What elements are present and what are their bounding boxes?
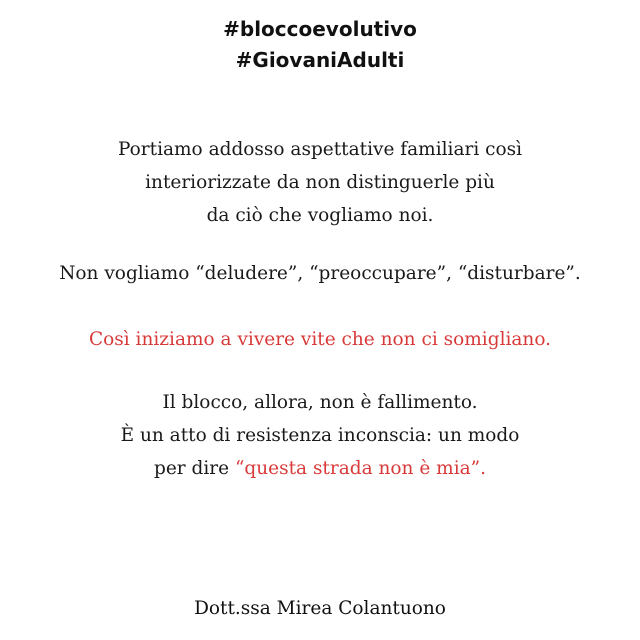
paragraph-line: È un atto di resistenza inconscia: un modo [120, 425, 520, 446]
hashtag-bloccoevolutivo[interactable]: #bloccoevolutivo [223, 17, 417, 41]
hashtag-giovaniadulti[interactable]: #GiovaniAdulti [235, 48, 405, 72]
paragraph-line: interiorizzate da non distinguerle più [145, 172, 495, 193]
highlight-statement [0, 323, 640, 356]
paragraph-line: da ciò che vogliamo noi. [206, 205, 434, 226]
paragraph-line [0, 452, 640, 485]
highlight-line: Così iniziamo a vivere vite che non ci somigliano. [88, 329, 552, 350]
hashtag-block [0, 14, 640, 76]
paragraph-expectations [0, 133, 640, 232]
paragraph-line: Non vogliamo “deludere”, “preoccupare”, “disturbare”. [59, 263, 581, 284]
paragraph-line-prefix: per dire [153, 458, 235, 479]
paragraph-line: Il blocco, allora, non è fallimento. [162, 392, 478, 413]
highlight-quote: “questa strada non è mia”. [234, 458, 486, 479]
paragraph-block-meaning [0, 386, 640, 485]
author-signature: Dott.ssa Mirea Colantuono [194, 598, 446, 619]
paragraph-fears [0, 257, 640, 290]
paragraph-line: Portiamo addosso aspettative familiari così [117, 139, 523, 160]
